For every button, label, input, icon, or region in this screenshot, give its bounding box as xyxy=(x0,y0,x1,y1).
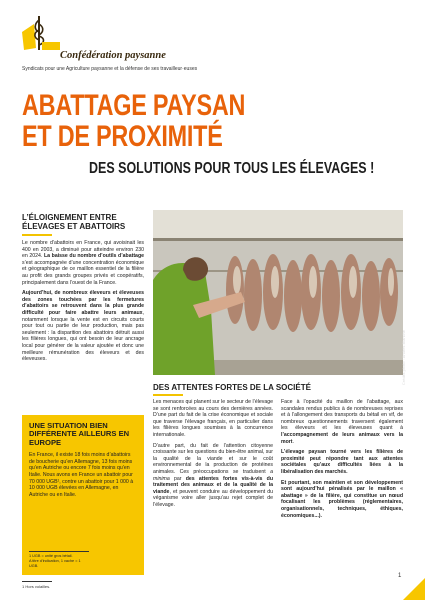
footnote-divider xyxy=(22,581,52,582)
page-subtitle: DES SOLUTIONS POUR TOUS LES ÉLEVAGES ! xyxy=(89,160,375,177)
section-underline xyxy=(153,394,183,396)
corner-decoration xyxy=(403,578,425,600)
confederation-paysanne-logo xyxy=(22,14,62,56)
brand-name: Confédération paysanne xyxy=(60,50,166,61)
title-line-2: ET DE PROXIMITÉ xyxy=(22,120,223,153)
section1-paragraph-1: Le nombre d’abattoirs en France, qui avoisinait les 400 en 2003, a diminué pour atteindre environ 230 en 2024. La baisse du nombre d’outils d’abattage s’est accompagnée d’une concentration économique et géographique de ce maillon essentiel de la filière au profit des grands groupes privés et coopératifs, principalement dans l’ouest de la France. xyxy=(22,240,144,286)
section-heading-distance: L’ÉLOIGNEMENT ENTRE ÉLEVAGES ET ABATTOIRS xyxy=(22,213,126,231)
section2-right-paragraph-3: Et pourtant, son maintien et son développement sont aujourd’hui pénalisés par le maillon « abattage » de la filière, qui constitue un nœud focalisant les problèmes (réglementaires, organisationnels, techniques, éthiques, économiques...). xyxy=(281,479,403,519)
section2-left-paragraph-2: D’autre part, du fait de l’attention citoyenne croissante sur les questions du bien-être animal, sur la qualité de la viande et sur le coût environnemental de la production de protéines animales. Ces préoccupations se traduisent a minima par des attentes fortes vis-à-vis du traitement des animaux et de la qualité de la viande, et peuvent conduire au développement du véganisme voire aller jusqu’au rejet complet de l’élevage. xyxy=(153,442,273,508)
section-heading-expectations: DES ATTENTES FORTES DE LA SOCIÉTÉ xyxy=(153,383,311,392)
section1-body xyxy=(22,240,144,367)
footnote: 1 Hors volailles. xyxy=(22,584,51,589)
page-title xyxy=(22,90,245,152)
box-body: En France, il existe 18 fois moins d’abattoirs de boucherie qu’en Allemagne, 13 fois moins qu’en Autriche ou encore 7 fois moins qu’en Italie. Nous avons en France un abattoir pour 70 000 UGB¹, contre un abattoir pour 1 000 à 10 000 UGB élevées en Allemagne, en Autriche ou en Italie. xyxy=(29,452,134,498)
abattoir-photo xyxy=(153,210,406,386)
title-line-1: ABATTAGE PAYSAN xyxy=(22,89,246,122)
page-number: 1 xyxy=(398,573,402,579)
section2-left-column xyxy=(153,399,273,513)
europe-comparison-box xyxy=(22,415,144,575)
box-notes: 1 UGB = unité gros bétail. A titre d’indication, 1 vache = 1 UGB. xyxy=(29,551,89,569)
section2-right-paragraph-2: L’élevage paysan tourné vers les filières de proximité peut répondre tant aux attentes sociétales qu’aux difficultés liées à la libéralisation des marchés. xyxy=(281,449,403,475)
section-underline xyxy=(22,234,52,236)
brand-tagline: Syndicats pour une Agriculture paysanne et la défense de ses travailleur·euses xyxy=(22,66,198,72)
photo-credit: Crédits photo : Andrés Blanche xyxy=(401,330,406,386)
section2-right-column xyxy=(281,399,403,523)
section1-paragraph-2: Aujourd’hui, de nombreux éleveurs et éleveuses des zones touchées par les fermetures d’abattoirs se retrouvent dans la plus grande difficulté pour faire abattre leurs animaux, notamment lorsque la vente est en circuits courts pour tout ou partie de leur production, mais pas seulement : la disparition des abattoirs détruit aussi les filières longues, qui ont besoin de leur ancrage local pour générer de la valeur ajoutée et donc une meilleure rémunération des éleveurs et des éleveuses. xyxy=(22,290,144,363)
box-heading: UNE SITUATION BIEN DIFFÉRENTE AILLEURS EN EUROPE xyxy=(29,421,130,447)
section2-right-paragraph-1: Face à l’opacité du maillon de l’abattage, aux scandales rendus publics à de nombreuses reprises et à l’allongement des transports du bétail en vif, de nombreux questionnements traversent également les éleveurs et les éleveuses quant à l’accompagnement de leurs animaux vers la mort. xyxy=(281,399,403,445)
photo-illustration xyxy=(153,210,403,375)
section2-left-paragraph-1: Les menaces qui planent sur le secteur de l’élevage se sont renforcées au cours des dernières années. D’une part du fait de la crise économique et sociale que traverse l’élevage français, en particulier dans les filières longues soumises à la concurrence internationale. xyxy=(153,399,273,438)
